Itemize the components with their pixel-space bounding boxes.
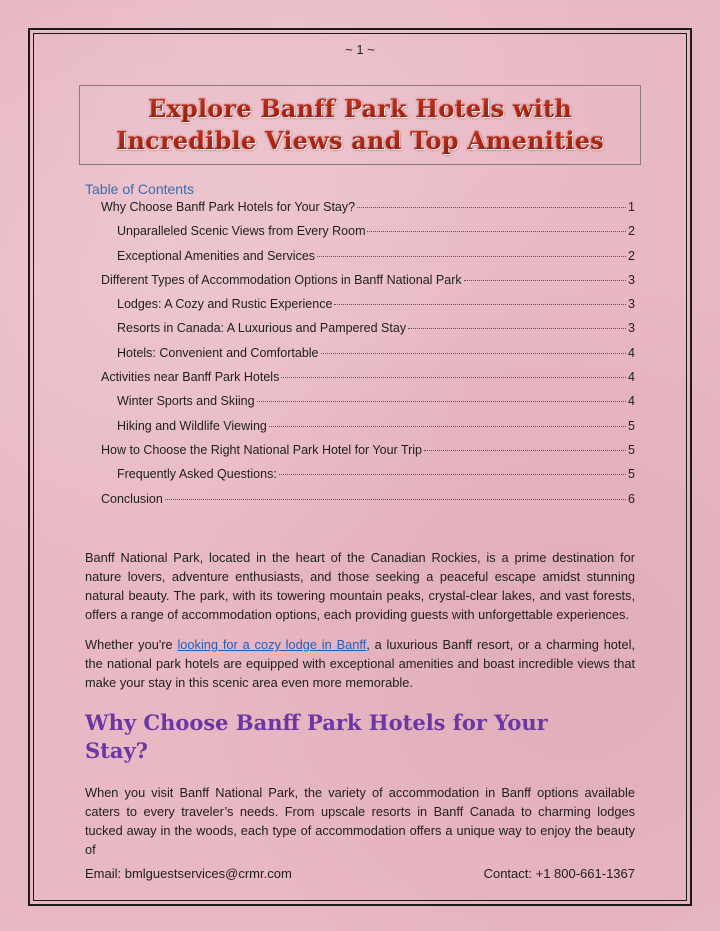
- toc-entry[interactable]: [85, 443, 635, 467]
- toc-entry-page: 2: [628, 224, 635, 239]
- toc-entry-page: 4: [628, 345, 635, 360]
- toc-leader: [424, 450, 626, 451]
- toc-entry-text: Activities near Banff Park Hotels: [101, 370, 280, 385]
- toc-leader: [317, 256, 626, 257]
- toc-entry-page: 4: [628, 394, 635, 409]
- toc-leader: [321, 353, 627, 354]
- toc-entry[interactable]: [85, 200, 635, 224]
- toc-entry[interactable]: [85, 492, 635, 516]
- visit-paragraph: When you visit Banff National Park, the variety of accommodation in Banff options available caters to every traveler’s needs. From upscale resorts in Banff Canada to charming lodges tucked away in the woods, each type of accommodation offers a unique way to enjoy the beauty of: [85, 785, 635, 857]
- toc-entry-text: Frequently Asked Questions:: [117, 467, 277, 482]
- toc-leader: [257, 401, 626, 402]
- toc-leader: [269, 426, 626, 427]
- toc-entry-text: Hiking and Wildlife Viewing: [117, 418, 267, 433]
- toc-leader: [281, 377, 626, 378]
- toc-entry-page: 5: [628, 442, 635, 457]
- toc-leader: [165, 499, 626, 500]
- footer-contact: Contact: +1 800-661-1367: [483, 866, 635, 881]
- toc-entry-page: 5: [628, 418, 635, 433]
- toc-entry-text: Lodges: A Cozy and Rustic Experience: [117, 297, 333, 312]
- toc-entry-text: Hotels: Convenient and Comfortable: [117, 345, 319, 360]
- cozy-lodge-link[interactable]: looking for a cozy lodge in Banff: [177, 637, 367, 652]
- toc-leader: [357, 207, 626, 208]
- toc-entry-text: Resorts in Canada: A Luxurious and Pampered Stay: [117, 321, 407, 336]
- toc-entry[interactable]: [85, 297, 635, 321]
- toc-entry-page: 1: [628, 200, 635, 214]
- toc-leader: [464, 280, 626, 281]
- toc-entry-page: 5: [628, 467, 635, 482]
- toc-entry[interactable]: [85, 370, 635, 394]
- title-line-1: Explore Banff Park Hotels with: [116, 93, 604, 125]
- toc-leader: [279, 474, 626, 475]
- toc-entry-text: Different Types of Accommodation Options in Banff National Park: [101, 272, 462, 287]
- toc-entry[interactable]: [85, 419, 635, 443]
- toc-entry-text: Winter Sports and Skiing: [117, 394, 255, 409]
- toc-entry-page: 2: [628, 248, 635, 263]
- toc-entry-page: 6: [628, 491, 635, 506]
- toc-leader: [367, 231, 626, 232]
- toc-leader: [408, 328, 626, 329]
- title-box: [79, 85, 641, 165]
- page-number: ~ 1 ~: [345, 42, 375, 57]
- toc-entry[interactable]: [85, 321, 635, 345]
- toc-leader: [334, 304, 626, 305]
- paragraph-text: , a luxurious Banff resort, or a charming hotel, the national park hotels are equipped with exceptional amenities and boast incredible views that make your stay in this scenic area even more memorable.: [85, 637, 635, 690]
- intro-paragraph: Banff National Park, located in the heart of the Canadian Rockies, is a prime destination for nature lovers, adventure enthusiasts, and those seeking a peaceful escape amidst stunning natural beauty. The park, with its towering mountain peaks, crystal-clear lakes, and vast forests, offers a range of accommodation options, each providing guests with unforgettable experiences.: [85, 550, 635, 622]
- toc-entry[interactable]: [85, 273, 635, 297]
- toc-entry[interactable]: [85, 224, 635, 248]
- toc-entry-page: 3: [628, 297, 635, 312]
- toc-entry-text: How to Choose the Right National Park Hotel for Your Trip: [101, 442, 423, 457]
- toc-entry-text: Why Choose Banff Park Hotels for Your Stay?: [101, 200, 356, 214]
- toc-entry[interactable]: [85, 467, 635, 491]
- toc-entry-text: Exceptional Amenities and Services: [117, 248, 316, 263]
- toc-entry[interactable]: [85, 249, 635, 273]
- title-line-2: Incredible Views and Top Amenities: [116, 126, 604, 155]
- lodge-paragraph: [85, 635, 635, 692]
- footer-email: Email: bmlguestservices@crmr.com: [85, 866, 292, 881]
- toc-heading: Table of Contents: [85, 181, 194, 197]
- toc-entry-text: Unparalleled Scenic Views from Every Room: [117, 224, 366, 239]
- toc-entry-page: 3: [628, 272, 635, 287]
- toc-entry-page: 4: [628, 370, 635, 385]
- toc-entry-text: Conclusion: [101, 491, 163, 506]
- paragraph-text: Whether you're: [85, 637, 178, 652]
- toc-entry[interactable]: [85, 346, 635, 370]
- toc-entry-page: 3: [628, 321, 635, 336]
- document-title: [116, 93, 604, 157]
- toc-entry[interactable]: [85, 394, 635, 418]
- table-of-contents: [85, 200, 635, 516]
- section-heading: Why Choose Banff Park Hotels for Your Stay?: [85, 710, 548, 763]
